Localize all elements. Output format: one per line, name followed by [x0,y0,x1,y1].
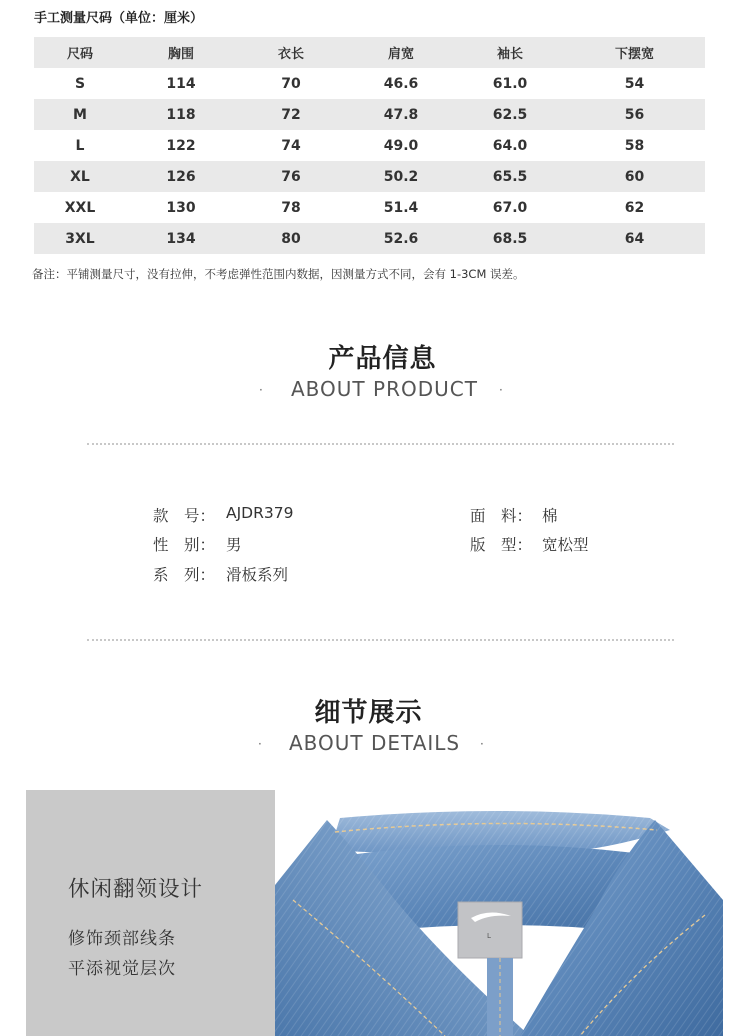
detail-text-panel [26,790,275,1036]
cell-length: 80 [281,230,301,247]
cell-shoulder: 49.0 [383,137,419,154]
cell-sleeve: 67.0 [492,199,528,216]
cell-chest: 126 [166,168,196,185]
cell-chest: 122 [166,137,196,154]
cell-shoulder: 50.2 [383,168,419,185]
cell-sleeve: 64.0 [492,137,528,154]
table-row [34,68,705,99]
cell-shoulder: 47.8 [383,106,419,123]
table-row [34,161,705,192]
cell-shoulder: 52.6 [383,230,419,247]
cell-length: 70 [281,75,301,92]
product-info-dot-left: · [259,383,263,397]
cell-chest: 118 [166,106,196,123]
cell-length: 76 [281,168,301,185]
cell-shoulder: 46.6 [383,75,419,92]
cell-chest: 130 [166,199,196,216]
table-row [34,130,705,161]
feature-line-1: 修饰颈部线条 [68,929,176,949]
cell-size: 3XL [65,230,95,247]
cell-sleeve: 61.0 [492,75,528,92]
denim-collar-illustration [275,790,723,1036]
gender-label: 性 别： [153,536,216,554]
cell-sleeve: 65.5 [492,168,528,185]
series-label: 系 列： [153,566,216,584]
cell-hem: 62 [624,199,645,216]
product-info-subtitle: ABOUT PRODUCT [291,377,478,401]
table-row [34,99,705,130]
product-info-title: 产品信息 [328,344,437,374]
details-dot-right: · [480,737,484,751]
cell-sleeve: 62.5 [492,106,528,123]
cell-hem: 64 [624,230,645,247]
feature-line-2: 平添视觉层次 [68,959,176,979]
header-size: 尺码 [66,47,93,62]
series-value: 滑板系列 [226,566,289,584]
cell-hem: 56 [624,106,645,123]
header-sleeve: 袖长 [496,47,523,62]
style-no-value: AJDR379 [226,504,294,522]
cell-size: L [75,137,85,154]
details-subtitle: ABOUT DETAILS [289,731,461,755]
header-shoulder: 肩宽 [387,47,414,62]
header-hem: 下摆宽 [614,47,654,62]
cell-chest: 134 [166,230,196,247]
cell-shoulder: 51.4 [383,199,419,216]
header-chest: 胸围 [167,47,194,62]
size-chart-table [34,37,705,254]
cell-chest: 114 [166,75,196,92]
fit-label: 版 型： [470,536,533,554]
material-value: 棉 [542,507,558,525]
style-no-label: 款 号： [153,507,216,525]
details-dot-left: · [258,737,262,751]
size-chart-header-row [34,37,705,68]
size-chart-note: 备注：平铺测量尺寸，没有拉伸，不考虑弹性范围内数据，因测量方式不同，会有 1-3CM 误差。 [32,267,525,281]
divider-top [87,443,674,445]
cell-hem: 54 [624,75,645,92]
cell-size: XL [70,168,90,185]
cell-length: 74 [281,137,301,154]
cell-size: S [74,75,86,92]
feature-heading: 休闲翻领设计 [68,877,204,902]
table-row [34,192,705,223]
divider-bottom [87,639,674,641]
cell-hem: 58 [624,137,645,154]
cell-length: 72 [281,106,301,123]
gender-value: 男 [226,536,242,554]
material-label: 面 料： [470,507,533,525]
cell-length: 78 [281,199,301,216]
tag-size-text: L [487,932,491,940]
header-length: 衣长 [277,47,304,62]
cell-hem: 60 [624,168,645,185]
cell-size: M [73,106,87,123]
size-chart-title: 手工测量尺码（单位：厘米） [34,11,204,26]
details-title: 细节展示 [314,698,423,728]
fit-value: 宽松型 [542,536,589,554]
denim-collar-photo [275,790,723,1036]
cell-sleeve: 68.5 [492,230,528,247]
product-info-dot-right: · [499,383,503,397]
table-row [34,223,705,254]
cell-size: XXL [64,199,96,216]
